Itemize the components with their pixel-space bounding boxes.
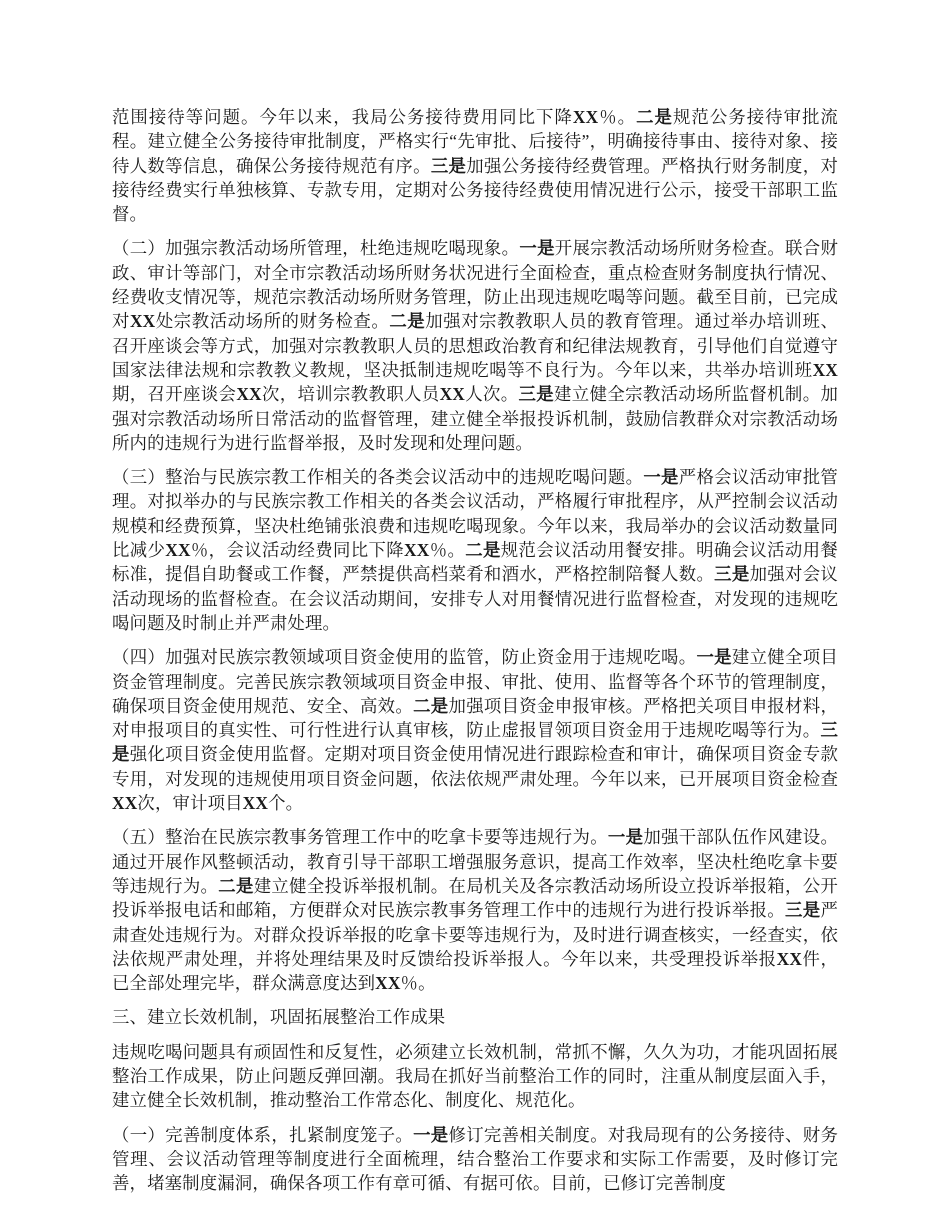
emphasis-text: XX bbox=[112, 793, 138, 814]
body-text: 加强项目资金申报审核。严格把关项目申报材料，对申报项目的真实性、可行性进行认真审核，防止虚报冒领项目资金用于违规吃喝等行为。 bbox=[112, 695, 838, 741]
body-text: 规范会议活动用餐安排。明确会议活动用餐标准，提倡自助餐或工作餐，严禁提供高档菜肴和酒水，严格控制陪餐人数。 bbox=[112, 540, 838, 585]
emphasis-text: XX bbox=[375, 973, 401, 994]
body-text: 三、建立长效机制，巩固拓展整治工作成果 bbox=[112, 1007, 446, 1028]
emphasis-text: XX bbox=[129, 311, 156, 332]
body-text: 期，召开座谈会 bbox=[112, 384, 237, 405]
body-text: 处宗教活动场所的财务检查。 bbox=[155, 311, 390, 332]
body-text: 建立健全投诉举报机制。在局机关及各宗教活动场所设立投诉举报箱，公开投诉举报电话和邮箱，方便群众对民族宗教事务管理工作中的违规行为进行投诉举报。 bbox=[112, 875, 838, 921]
body-text: 开展宗教活动场所财务检查。联合财政、审计等部门，对全市宗教活动场所财务状况进行全面检查，重点检查财务制度执行情况、经费收支情况等，规范宗教活动场所财务管理，防止出现违规吃喝等问题。截至目前，已完成对 bbox=[112, 238, 839, 332]
emphasis-text: 二是 bbox=[413, 695, 449, 716]
emphasis-text: XX bbox=[572, 107, 599, 127]
emphasis-text: 一是 bbox=[607, 827, 644, 848]
body-text: 件，已全部处理完毕，群众满意度达到 bbox=[112, 948, 838, 994]
emphasis-text: 一是 bbox=[643, 467, 679, 488]
body-text: 个。 bbox=[268, 793, 304, 814]
emphasis-text: 二是 bbox=[389, 311, 426, 332]
emphasis-text: XX bbox=[165, 540, 191, 561]
body-text: ％。 bbox=[400, 973, 436, 994]
paragraph-longterm-mechanism-intro bbox=[112, 1040, 838, 1113]
body-text: 次，培训宗教教职人员 bbox=[261, 384, 440, 405]
emphasis-text: XX bbox=[439, 384, 465, 405]
emphasis-text: 一是 bbox=[519, 238, 555, 259]
body-text: 加强公务接待经费管理。严格执行财务制度，对接待经费实行单独核算、专款专用，定期对公务接待经费使用情况进行公示，接受干部职工监督。 bbox=[112, 155, 839, 225]
emphasis-text: XX bbox=[242, 793, 269, 814]
body-text: 违规吃喝问题具有顽固性和反复性，必须建立长效机制，常抓不懈，久久为功，才能巩固拓展整治工作成果，防止问题反弹回潮。我局在抓好当前整治工作的同时，注重从制度层面入手，建立健全长效机制，推动整治工作常态化、制度化、规范化。 bbox=[112, 1041, 838, 1111]
emphasis-text: 二是 bbox=[465, 540, 501, 561]
emphasis-text: 三是 bbox=[112, 720, 838, 765]
emphasis-text: 三是 bbox=[518, 384, 555, 405]
body-text: ％，会议活动经费同比下降 bbox=[190, 540, 405, 561]
body-text: 严肃查处违规行为。对群众投诉举报的吃拿卡要等违规行为，及时进行调查核实，一经查实，依法依规严肃处理，并将处理结果及时反馈给投诉举报人。今年以来，共受理投诉举报 bbox=[112, 900, 838, 969]
body-text: （一）完善制度体系，扎紧制度笼子。 bbox=[112, 1124, 414, 1145]
body-text: 建立健全宗教活动场所监督机制。加强对宗教活动场所日常活动的监督管理，建立健全举报投诉机制，鼓励信教群众对宗教活动场所内的违规行为进行监督举报，及时发现和处理问题。 bbox=[112, 384, 838, 453]
paragraph-reception-scope bbox=[112, 105, 838, 226]
emphasis-text: 三是 bbox=[785, 900, 821, 921]
emphasis-text: 一是 bbox=[696, 647, 732, 668]
emphasis-text: XX bbox=[404, 540, 430, 561]
body-text: 严格会议活动审批管理。对拟举办的与民族宗教工作相关的各类会议活动，严格履行审批程序，从严控制会议活动规模和经费预算，坚决杜绝铺张浪费和违规吃喝现象。今年以来，我局举办的会议活动数量同比减少 bbox=[112, 467, 838, 561]
body-text: （三）整治与民族宗教工作相关的各类会议活动中的违规吃喝问题。 bbox=[112, 467, 644, 488]
emphasis-text: XX bbox=[776, 948, 803, 969]
emphasis-text: XX bbox=[812, 359, 838, 380]
body-text: ％。 bbox=[429, 540, 466, 561]
emphasis-text: 一是 bbox=[413, 1124, 449, 1145]
paragraph-subsection-one-system bbox=[112, 1123, 838, 1196]
document-body bbox=[112, 105, 838, 1195]
emphasis-text: 二是 bbox=[218, 875, 254, 896]
paragraph-section-three-meetings bbox=[112, 465, 838, 635]
body-text: 加强对宗教教职人员的教育管理。通过举办培训班、召开座谈会等方式，加强对宗教教职人员的思想政治教育和纪律法规教育，引导他们自觉遵守国家法律法规和宗教教义教规，坚决抵制违规吃喝等不良行为。今年以来，共举办培训班 bbox=[112, 311, 839, 380]
heading-section-three bbox=[112, 1005, 838, 1029]
body-text: 建立健全项目资金管理制度。完善民族宗教领域项目资金申报、审批、使用、监督等各个环节的管理制度，确保项目资金使用规范、安全、高效。 bbox=[112, 647, 838, 716]
body-text: （四）加强对民族宗教领域项目资金使用的监管，防止资金用于违规吃喝。 bbox=[112, 647, 697, 668]
emphasis-text: 三是 bbox=[714, 564, 750, 585]
body-text: 次，审计项目 bbox=[137, 793, 243, 814]
body-text: 加强对会议活动现场的监督检查。在会议活动期间，安排专人对用餐情况进行监督检查，对发现的违规吃喝问题及时制止并严肃处理。 bbox=[112, 564, 838, 633]
emphasis-text: 三是 bbox=[430, 155, 467, 176]
body-text: 规范公务接待审批流程。建立健全公务接待审批制度，严格实行“先审批、后接待”，明确接待事由、接待对象、接待人数等信息，确保公务接待规范有序。 bbox=[112, 107, 838, 176]
body-text: （二）加强宗教活动场所管理，杜绝违规吃喝现象。 bbox=[112, 238, 520, 259]
body-text: （五）整治在民族宗教事务管理工作中的吃拿卡要等违规行为。 bbox=[112, 827, 608, 848]
emphasis-text: 二是 bbox=[636, 107, 673, 127]
paragraph-section-four-project-funds bbox=[112, 645, 838, 815]
body-text: 人次。 bbox=[465, 384, 519, 405]
body-text: 加强干部队伍作风建设。通过开展作风整顿活动，教育引导干部职工增强服务意识，提高工作效率，坚决杜绝吃拿卡要等违规行为。 bbox=[112, 827, 839, 896]
emphasis-text: XX bbox=[236, 384, 262, 405]
body-text: 修订完善相关制度。对我局现有的公务接待、财务管理、会议活动管理等制度进行全面梳理，结合整治工作要求和实际工作需要，及时修订完善，堵塞制度漏洞，确保各项工作有章可循、有据可依。目前，已修订完善制度 bbox=[112, 1124, 838, 1194]
body-text: ％。 bbox=[598, 107, 637, 127]
body-text: 强化项目资金使用监督。定期对项目资金使用情况进行跟踪检查和审计，确保项目资金专款专用，对发现的违规使用项目资金问题，依法依规严肃处理。今年以来，已开展项目资金检查 bbox=[112, 744, 838, 789]
body-text: 范围接待等问题。今年以来，我局公务接待费用同比下降 bbox=[112, 107, 573, 127]
paragraph-section-two-religious-venues bbox=[112, 236, 838, 455]
paragraph-section-five-misconduct bbox=[112, 825, 838, 995]
